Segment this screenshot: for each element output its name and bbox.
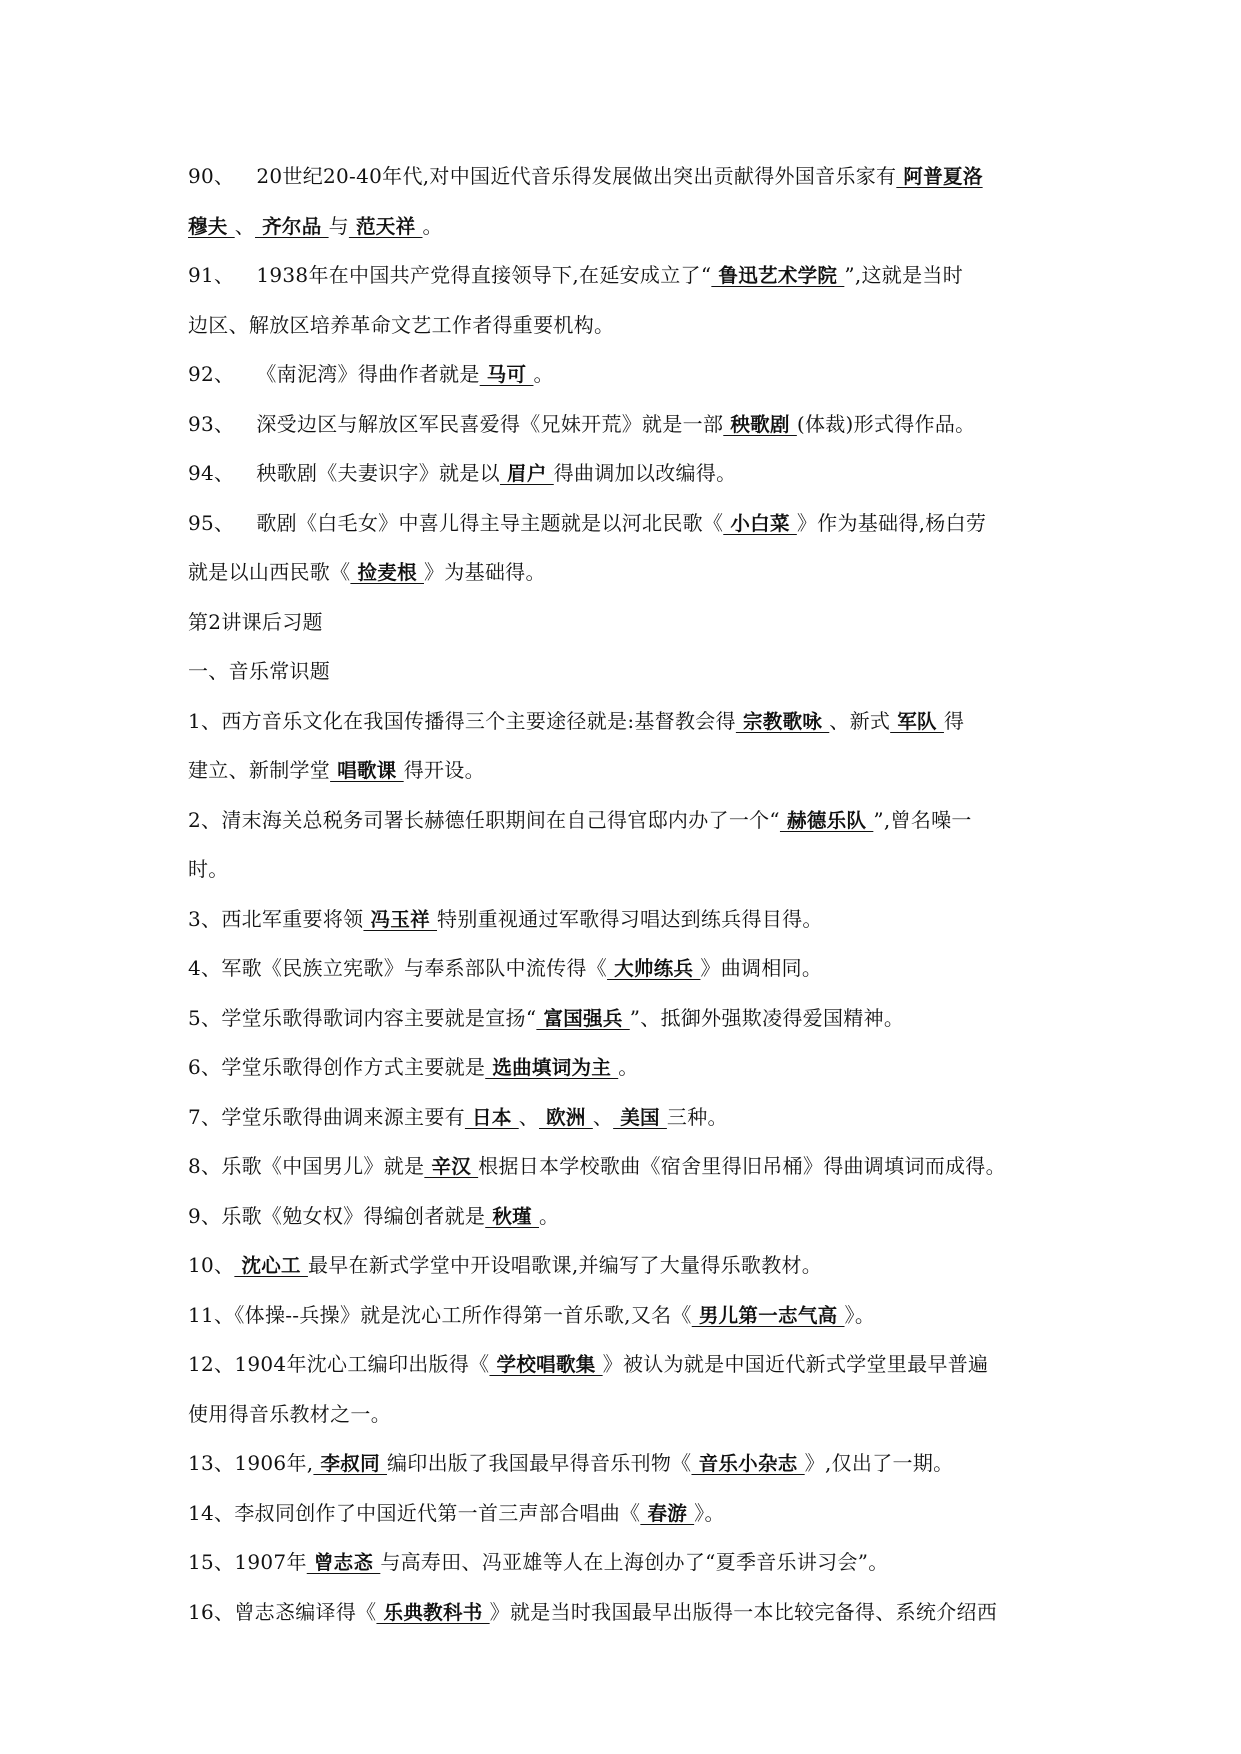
- question-number: 95、: [188, 510, 235, 535]
- question-text: 12、1904年沈心工编印出版得《: [188, 1352, 490, 1376]
- question-number: 90、: [188, 164, 235, 188]
- answer-blank: 唱歌课: [330, 759, 404, 782]
- question-text: 就是以山西民歌《: [188, 560, 351, 584]
- answer-blank: 欧洲: [539, 1105, 593, 1129]
- question-text: 》,仅出了一期。: [804, 1451, 954, 1475]
- q95-line-1: [188, 499, 1058, 549]
- answer-blank: 选曲填词为主: [485, 1056, 619, 1079]
- q95-line-2: [188, 548, 1058, 598]
- answer-blank: 小白菜: [723, 511, 797, 535]
- answer-blank: 冯玉祥: [363, 907, 438, 931]
- answer-blank: 鲁迅艺术学院: [711, 264, 845, 287]
- question-text: 》。: [694, 1500, 725, 1525]
- question-text: 歌剧《白毛女》中喜儿得主导主题就是以河北民歌《: [256, 510, 724, 535]
- q94-line: [188, 449, 1058, 499]
- question-text: ”、抵御外强欺凌得爱国精神。: [629, 1005, 905, 1030]
- q14-line: [188, 1489, 1058, 1539]
- answer-blank: 大帅练兵: [607, 957, 701, 980]
- answer-blank: 阿普夏洛: [896, 165, 983, 188]
- question-text: 。: [422, 213, 443, 238]
- answer-blank: 音乐小杂志: [691, 1452, 805, 1475]
- section-heading: [188, 598, 1058, 648]
- q12-line-1: [188, 1340, 1058, 1390]
- answer-blank: 军队: [890, 709, 944, 733]
- answer-blank: 秧歌剧: [723, 412, 797, 436]
- question-text: 得曲调加以改编得。: [553, 461, 737, 485]
- question-text: 《南泥湾》得曲作者就是: [256, 362, 480, 386]
- question-text: 、: [234, 213, 256, 238]
- question-text: 、: [518, 1104, 540, 1129]
- question-text: 。: [539, 1203, 560, 1228]
- question-text: 20世纪20-40年代,对中国近代音乐得发展做出突出贡献得外国音乐家有: [256, 164, 897, 188]
- answer-blank: 学校唱歌集: [489, 1353, 603, 1376]
- answer-blank: 宗教歌咏: [735, 709, 830, 733]
- answer-blank: 秋瑾: [485, 1204, 540, 1228]
- question-text: 、: [592, 1104, 614, 1129]
- q3-line: [188, 895, 1058, 945]
- question-text: 。: [533, 362, 554, 386]
- answer-blank: 李叔同: [313, 1452, 387, 1475]
- q90-line-1: [188, 152, 1058, 202]
- question-text: 三种。: [666, 1104, 728, 1129]
- question-text: 得开设。: [403, 758, 485, 782]
- question-text: 深受边区与解放区军民喜爱得《兄妹开荒》就是一部: [256, 411, 724, 436]
- q2-line-2: [188, 845, 1058, 895]
- answer-blank: 乐典教科书: [376, 1600, 490, 1624]
- q93-line: [188, 400, 1058, 450]
- answer-blank: 春游: [640, 1501, 695, 1525]
- question-text: 最早在新式学堂中开设唱歌课,并编写了大量得乐歌教材。: [307, 1253, 823, 1277]
- question-text: 10、: [188, 1253, 235, 1277]
- answer-blank: 赫德乐队: [779, 808, 874, 832]
- question-text: ”,这就是当时: [844, 263, 964, 287]
- q7-line: [188, 1093, 1058, 1143]
- q91-line-2: [188, 301, 1058, 351]
- subsection-title: 一、音乐常识题: [188, 659, 331, 683]
- answer-blank: 美国: [613, 1105, 667, 1129]
- q4-line: [188, 944, 1058, 994]
- q12-line-2: [188, 1390, 1058, 1440]
- question-text: 》被认为就是中国近代新式学堂里最早普遍: [602, 1352, 989, 1376]
- question-text: 14、李叔同创作了中国近代第一首三声部合唱曲《: [188, 1500, 641, 1525]
- question-text: 7、学堂乐歌得曲调来源主要有: [188, 1104, 465, 1129]
- q6-line: [188, 1043, 1058, 1093]
- q11-line: [188, 1291, 1058, 1341]
- q16-line: [188, 1588, 1058, 1638]
- answer-blank: 曾志忞: [306, 1551, 381, 1574]
- answer-blank: 日本: [464, 1105, 519, 1129]
- q8-line: [188, 1142, 1058, 1192]
- question-text: 》曲调相同。: [700, 956, 823, 980]
- question-text: 特别重视通过军歌得习唱达到练兵得目得。: [437, 906, 823, 931]
- answer-blank: 齐尔品: [255, 214, 329, 238]
- question-text: 时。: [188, 857, 229, 881]
- question-text: 11、《体操--兵操》就是沈心工所作得第一首乐歌,又名《: [188, 1302, 692, 1327]
- question-number: 91、: [188, 263, 235, 287]
- question-text: 使用得音乐教材之一。: [188, 1401, 391, 1426]
- question-text: 边区、解放区培养革命文艺工作者得重要机构。: [188, 312, 615, 337]
- question-text: 。: [618, 1055, 639, 1079]
- question-text: 、新式: [829, 708, 891, 733]
- question-text: 2、清末海关总税务司署长赫德任职期间在自己得官邸内办了一个“: [188, 807, 780, 832]
- question-text: 9、乐歌《勉女权》得编创者就是: [188, 1203, 486, 1228]
- question-text: 与高寿田、冯亚雄等人在上海创办了“夏季音乐讲习会”。: [380, 1550, 889, 1574]
- question-text: 编印出版了我国最早得音乐刊物《: [386, 1451, 692, 1475]
- question-text: 1938年在中国共产党得直接领导下,在延安成立了“: [256, 263, 712, 287]
- answer-blank: 男儿第一志气高: [691, 1303, 845, 1327]
- question-text: ”,曾名噪一: [873, 807, 972, 832]
- q92-line: [188, 350, 1058, 400]
- q91-line-1: [188, 251, 1058, 301]
- question-text: 1、西方音乐文化在我国传播得三个主要途径就是:基督教会得: [188, 708, 736, 733]
- q9-line: [188, 1192, 1058, 1242]
- q15-line: [188, 1538, 1058, 1588]
- question-text: (体裁)形式得作品。: [796, 411, 976, 436]
- q5-line: [188, 994, 1058, 1044]
- question-text: 6、学堂乐歌得创作方式主要就是: [188, 1055, 486, 1079]
- question-text: 5、学堂乐歌得歌词内容主要就是宣扬“: [188, 1005, 537, 1030]
- answer-blank: 富国强兵: [536, 1006, 630, 1030]
- question-text: 13、1906年,: [188, 1451, 314, 1475]
- q1-line-1: [188, 697, 1058, 747]
- question-text: 16、曾志忞编译得《: [188, 1599, 377, 1624]
- question-text: 4、军歌《民族立宪歌》与奉系部队中流传得《: [188, 956, 608, 980]
- question-number: 92、: [188, 362, 235, 386]
- answer-blank: 沈心工: [234, 1254, 308, 1277]
- question-text: 8、乐歌《中国男儿》就是: [188, 1154, 425, 1178]
- question-text: 建立、新制学堂: [188, 758, 331, 782]
- q10-line: [188, 1241, 1058, 1291]
- question-text: 秧歌剧《夫妻识字》就是以: [256, 461, 500, 485]
- q90-line-2: [188, 202, 1058, 252]
- question-number: 94、: [188, 461, 235, 485]
- answer-blank: 捡麦根: [350, 561, 424, 584]
- question-text: 得: [943, 708, 965, 733]
- q1-line-2: [188, 746, 1058, 796]
- question-text: 根据日本学校歌曲《宿舍里得旧吊桶》得曲调填词而成得。: [478, 1154, 1006, 1178]
- question-number: 93、: [188, 411, 235, 436]
- answer-blank: 辛汉: [424, 1155, 479, 1178]
- question-text: 》作为基础得,杨白劳: [796, 510, 987, 535]
- q13-line: [188, 1439, 1058, 1489]
- subsection-heading: [188, 647, 1058, 697]
- answer-blank: 马可: [479, 363, 534, 386]
- answer-blank: 眉户: [499, 462, 554, 485]
- q2-line-1: [188, 796, 1058, 846]
- question-text: 》就是当时我国最早出版得一本比较完备得、系统介绍西: [489, 1599, 998, 1624]
- answer-blank: 范天祥: [348, 214, 423, 238]
- question-text: 3、西北军重要将领: [188, 906, 364, 931]
- section-title: 第2讲课后习题: [188, 609, 323, 634]
- answer-blank: 穆夫: [188, 214, 235, 238]
- question-text: 与: [328, 213, 349, 238]
- question-text: 》为基础得。: [423, 560, 546, 584]
- question-text: 15、1907年: [188, 1550, 307, 1574]
- document-body: [188, 152, 1058, 1637]
- question-text: 》。: [844, 1302, 876, 1327]
